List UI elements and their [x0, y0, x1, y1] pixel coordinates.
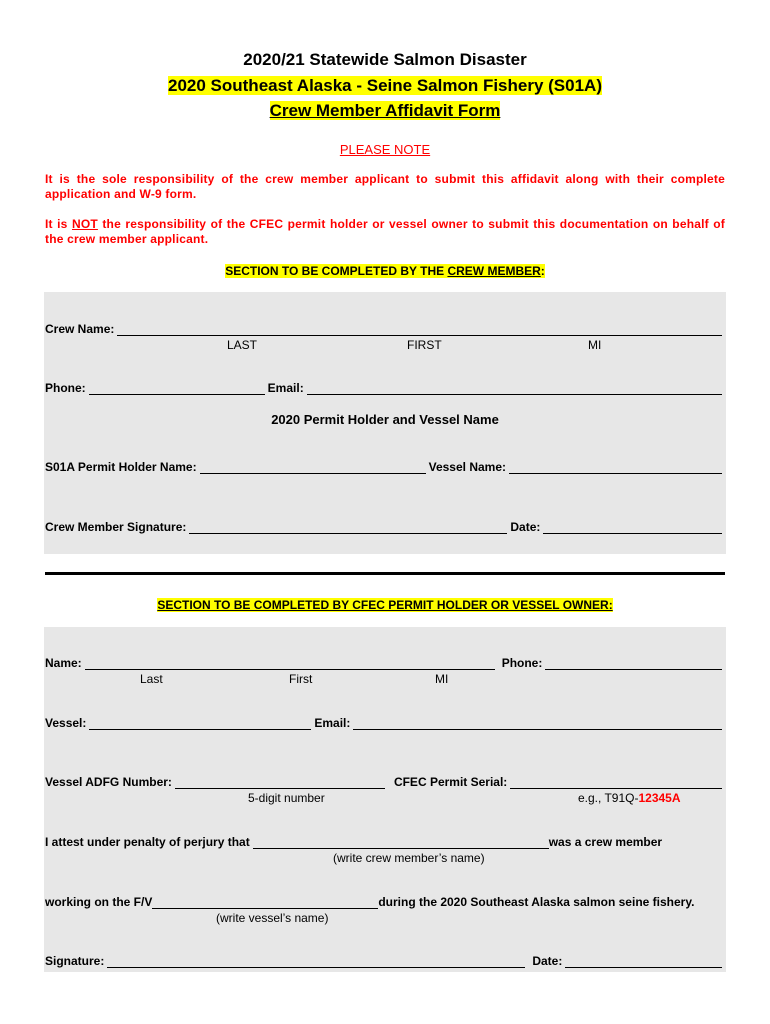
adfg-field[interactable] [175, 777, 385, 789]
attest-suffix: was a crew member [548, 835, 663, 849]
form-title-line1: 2020/21 Statewide Salmon Disaster [243, 50, 527, 69]
adfg-serial-row [45, 775, 725, 789]
please-note-text: PLEASE NOTE [339, 142, 431, 157]
section1-title [0, 264, 770, 278]
serial-label: CFEC Permit Serial: [393, 775, 508, 789]
note-paragraph-1: It is the sole responsibility of the crew member applicant to submit this affidavit along with their complete application and W-9 form. [45, 172, 725, 201]
crew-email-field[interactable] [307, 383, 722, 395]
crew-email-label: Email: [267, 381, 304, 395]
phone-email-row [45, 381, 725, 395]
section1-title-post: : [540, 264, 545, 278]
section1-title-text [225, 264, 545, 278]
vessel-name-label: Vessel Name: [428, 460, 506, 474]
attest-hint: (write crew member’s name) [333, 851, 485, 865]
crew-signature-row [45, 520, 725, 534]
crew-phone-label: Phone: [45, 381, 86, 395]
crew-signature-label: Crew Member Signature: [45, 520, 187, 534]
serial-hint-prefix: e.g., T91Q- [578, 791, 639, 805]
crew-name-sub-mi: MI [588, 338, 602, 352]
crew-name-label: Crew Name: [45, 322, 115, 336]
vessel-field[interactable] [89, 718, 311, 730]
section1-title-pre: SECTION TO BE COMPLETED BY THE [225, 264, 448, 278]
crew-date-field[interactable] [543, 522, 722, 534]
crew-name-sub-last: LAST [227, 338, 258, 352]
section2-title-text: SECTION TO BE COMPLETED BY CFEC PERMIT HOLDER OR VESSEL OWNER: [157, 598, 613, 612]
note-p2-not: NOT [71, 217, 98, 231]
owner-signature-label: Signature: [45, 954, 105, 968]
owner-date-label: Date: [532, 954, 563, 968]
owner-name-sub-mi: MI [435, 672, 449, 686]
please-note-heading [0, 142, 770, 157]
working-vessel-field[interactable] [152, 897, 378, 909]
note-p2-pre: It is [45, 217, 72, 231]
working-prefix: working on the F/V [45, 895, 153, 909]
working-hint: (write vessel’s name) [216, 911, 329, 925]
permit-holder-row [45, 460, 725, 474]
attest-prefix: I attest under penalty of perjury that [45, 835, 250, 849]
section2-title [0, 598, 770, 612]
permit-holder-label: S01A Permit Holder Name: [45, 460, 197, 474]
serial-field[interactable] [510, 777, 722, 789]
permit-vessel-heading: 2020 Permit Holder and Vessel Name [271, 412, 499, 427]
owner-signature-row [45, 954, 725, 968]
note-paragraph-2 [45, 217, 725, 247]
owner-name-label: Name: [45, 656, 82, 670]
working-row [45, 895, 725, 909]
crew-date-label: Date: [510, 520, 541, 534]
owner-phone-label: Phone: [501, 656, 543, 670]
section-divider [45, 572, 725, 575]
serial-hint-example: 12345A [638, 791, 681, 805]
vessel-name-field[interactable] [509, 462, 722, 474]
vessel-label: Vessel: [45, 716, 87, 730]
adfg-hint: 5-digit number [248, 791, 325, 805]
working-suffix: during the 2020 Southeast Alaska salmon seine fishery. [378, 895, 695, 909]
crew-signature-field[interactable] [189, 522, 507, 534]
crew-name-row [45, 322, 725, 336]
owner-email-field[interactable] [353, 718, 722, 730]
owner-name-field[interactable] [85, 658, 495, 670]
form-title-line3 [0, 101, 770, 121]
form-title-line2-text: 2020 Southeast Alaska - Seine Salmon Fishery (S01A) [168, 76, 602, 95]
owner-email-label: Email: [314, 716, 351, 730]
note-p2-post: the responsibility of the CFEC permit holder or vessel owner to submit this documentation on behalf of the crew member applicant. [45, 217, 725, 246]
owner-date-field[interactable] [565, 956, 722, 968]
serial-hint [578, 791, 681, 805]
owner-name-sub-last: Last [140, 672, 163, 686]
form-title-line2 [0, 76, 770, 96]
owner-signature-field[interactable] [107, 956, 525, 968]
attest-crew-name-field[interactable] [253, 837, 549, 849]
crew-phone-field[interactable] [89, 383, 265, 395]
owner-name-sub-first: First [289, 672, 313, 686]
vessel-email-row [45, 716, 725, 730]
adfg-label: Vessel ADFG Number: [45, 775, 172, 789]
crew-name-field[interactable] [117, 324, 722, 336]
owner-phone-field[interactable] [545, 658, 722, 670]
attest-row [45, 835, 725, 849]
permit-holder-field[interactable] [200, 462, 426, 474]
section1-title-crew: CREW MEMBER [447, 264, 541, 278]
crew-name-sub-first: FIRST [407, 338, 442, 352]
form-title-line3-text: Crew Member Affidavit Form [269, 101, 501, 120]
owner-name-row [45, 656, 725, 670]
